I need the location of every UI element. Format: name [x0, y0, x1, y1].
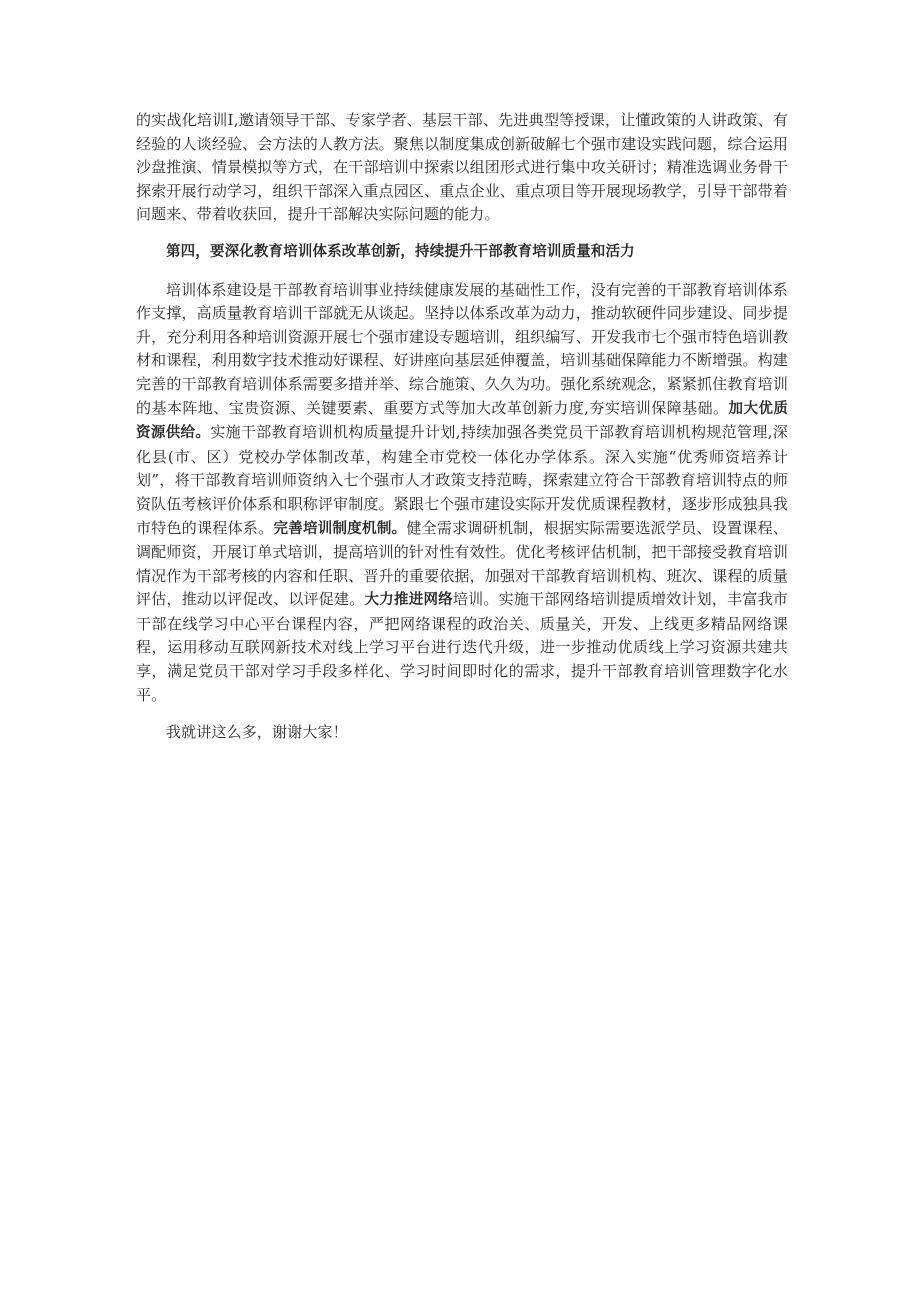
closing-remark: 我就讲这么多，谢谢大家！ [166, 723, 348, 742]
section-heading-fourth: 第四，要深化教育培训体系改革创新，持续提升干部教育培训质量和活力 [166, 243, 635, 260]
bold-phrase-resource-supply: 加大优质资源供给。 [136, 400, 788, 442]
paragraph-training-system [136, 279, 788, 708]
paragraph-text: 培训。实施干部网络培训提质增效计划，丰富我市干部在线学习中心平台课程内容，严把网络课程的政治关、质量关，开发、上线更多精品网络课程，运用移动互联网新技术对线上学习平台进行迭代升级，进一步推动优质线上学习资源共建共享，满足党员干部对学习手段多样化、学习时间即时化的需求，提升干部教育培训管理数字化水平。 [136, 590, 788, 704]
bold-phrase-system-mechanism: 完善培训制度机制。 [273, 520, 407, 537]
document-body [136, 109, 788, 745]
paragraph-text: 培训体系建设是干部教育培训事业持续健康发展的基础性工作，没有完善的干部教育培训体系作支撑，高质量教育培训干部就无从谈起。坚持以体系改革为动力，推动软硬件同步建设、同步提升，充分利用各种培训资源开展七个强市建设专题培训，组织编写、开发我市七个强市特色培训教材和课程，利用数字技术推动好课程、好讲座向基层延伸覆盖，培训基础保障能力不断增强。构建完善的干部教育培训体系需要多措并举、综合施策、久久为功。强化系统观念，紧紧抓住教育培训的基本阵地、宝贵资源、关键要素、重要方式等加大改革创新力度,夯实培训保障基础。 [136, 280, 788, 417]
paragraph-training-practice: 的实战化培训Ⅰ,邀请领导干部、专家学者、基层干部、先进典型等授课，让懂政策的人讲政策、有经验的人谈经验、会方法的人教方法。聚焦以制度集成创新破解七个强市建设实践问题，综合运用沙盘推演、情景模拟等方式，在干部培训中探索以组团形式进行集中攻关研讨；精准选调业务骨干探索开展行动学习，组织干部深入重点园区、重点企业、重点项目等开展现场教学，引导干部带着问题来、带着收获回，提升干部解决实际问题的能力。 [136, 111, 788, 224]
paragraph-text: 健全需求调研机制，根据实际需要选派学员、设置课程、调配师资，开展订单式培训，提高培训的针对性有效性。优化考核评估机制，把干部接受教育培训情况作为干部考核的内容和任职、晋升的重要依据，加强对干部教育培训机构、班次、课程的质量评估，推动以评促改、以评促建。 [136, 518, 788, 609]
bold-phrase-network-training: 大力推进网络 [364, 592, 453, 609]
paragraph-text: 实施干部教育培训机构质量提升计划,持续加强各类党员干部教育培训机构规范管理,深化县(市、区）党校办学体制改革，构建全市党校一体化办学体系。深入实施“优秀师资培养计划”，将干部教育培训师资纳入七个强市人才政策支持范畴，探索建立符合干部教育培训特点的师资队伍考核评价体系和职称评审制度。紧跟七个强市建设实际开发优质课程教材，逐步形成独具我市特色的课程体系。 [136, 423, 789, 537]
